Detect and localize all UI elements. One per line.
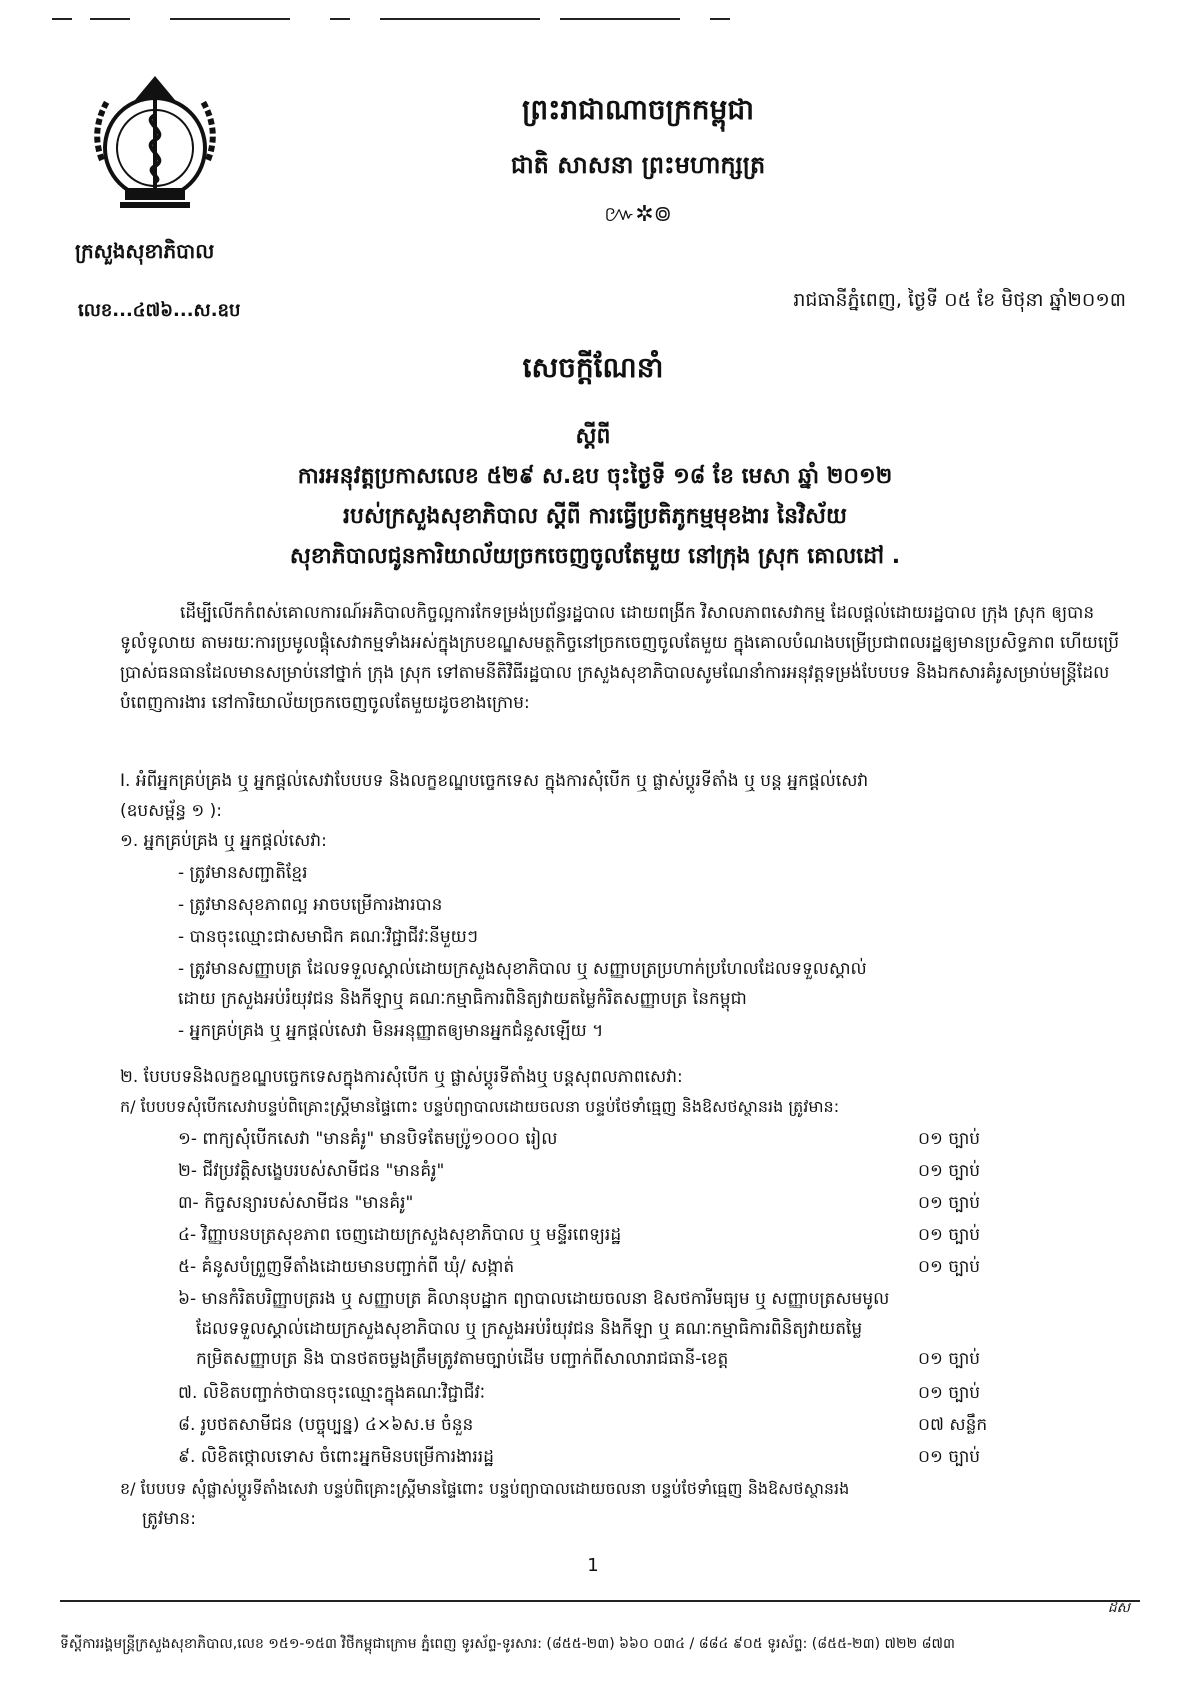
section2-part-a: ក/ បែបបទសុំបើកសេវាបន្ទប់ពិគ្រោះស្ត្រីមានផ្ទៃពោះ បន្ទប់ព្យាបាលដោយចលនា បន្ទប់ថែទាំធ្មេញ និងឱសថស្ថានរង ត្រូវមាន: (120, 1097, 840, 1116)
requirement-item-6-line: ៦- មានកំរិតបរិញ្ញាបត្ររង ឬ សញ្ញាបត្រ គិលានុបដ្ឋាក ព្យាបាលដោយចលនា ឱសថការីមធ្យម ឬ សញ្ញាបត្រសមមូល (178, 1289, 890, 1309)
bullet-item: - បានចុះឈ្មោះជាសមាជិក គណៈវិជ្ជាជីវៈនីមួយៗ (178, 927, 478, 947)
requirement-item-6-line: ដែលទទួលស្គាល់ដោយក្រសួងសុខាភិបាល ឬ ក្រសួងអប់រំយុវជន និងកីឡា ឬ គណៈកម្មាធិការពិនិត្យវាយតម្លៃ (196, 1319, 863, 1339)
scan-mark (90, 18, 130, 20)
ministry-name: ក្រសួងសុខាភិបាល (75, 239, 215, 263)
scan-mark (52, 18, 72, 20)
subject-line-3: សុខាភិបាលជូនការិយាល័យច្រកចេញចូលតែមួយ នៅក្រុង ស្រុក គោលដៅ . (289, 544, 901, 569)
initials: ដស (1107, 1600, 1130, 1616)
bullet-item: - ត្រូវមានសញ្ជាតិខ្មែរ (178, 863, 308, 883)
document-title: សេចក្តីណែនាំ (522, 351, 664, 384)
page-number: 1 (587, 1555, 599, 1576)
ornament: ៚✲៙ (604, 202, 672, 227)
requirement-item: ៩. លិខិតថ្កោលទោស ចំពោះអ្នកមិនបម្រើការងាររដ្ឋ (178, 1447, 494, 1467)
footer-divider (60, 1600, 1140, 1602)
subject-line-1: ការអនុវត្តប្រកាសលេខ ៥២៩ ស.ឧប ចុះថ្ងៃទី ១៨ ខែ មេសា ឆ្នាំ ២០១២ (297, 464, 893, 489)
subject-line-2: របស់ក្រសួងសុខាភិបាល ស្តីពី ការធ្វើប្រតិភូកម្មមុខងារ នៃវិស័យ (343, 504, 847, 529)
requirement-item: ១- ពាក្យសុំបើកសេវា "មានគំរូ" មានបិទតែមប្រ៉ូ១០០០ រៀល (178, 1129, 558, 1149)
requirement-item: ៣- កិច្ចសន្យារបស់សាមីជន "មានគំរូ" (178, 1193, 414, 1213)
national-motto: ជាតិ សាសនា ព្រះមហាក្សត្រ (510, 151, 766, 179)
section2-part-b: ខ/ បែបបទ សុំផ្លាស់ប្តូរទីតាំងសេវា បន្ទប់ពិគ្រោះស្ត្រីមានផ្ទៃពោះ បន្ទប់ព្យាបាលដោយចលនា បន្ទប់ថែទាំធ្មេញ និងឱសថស្ថានរង (120, 1479, 850, 1498)
requirement-item: ២- ជីវប្រវត្តិសង្ខេបរបស់សាមីជន "មានគំរូ" (178, 1161, 445, 1181)
date-line: រាជធានីភ្នំពេញ, ថ្ងៃទី ០៥ ខែ មិថុនា ឆ្នាំ២០១៣ (793, 289, 1126, 311)
requirement-qty: ០១ ច្បាប់ (918, 1129, 981, 1149)
requirement-qty: ០៧ សន្លឹក (918, 1415, 988, 1435)
bullet-item: - ត្រូវមានសុខភាពល្អ អាចបម្រើការងារបាន (178, 895, 443, 915)
requirement-item: ៤- វិញ្ញាបនបត្រសុខភាព ចេញដោយក្រសួងសុខាភិបាល ឬ មន្ទីរពេទ្យរដ្ឋ (178, 1225, 622, 1245)
requirement-qty: ០១ ច្បាប់ (918, 1257, 981, 1277)
requirement-qty: ០១ ច្បាប់ (918, 1447, 981, 1467)
requirement-qty: ០១ ច្បាប់ (918, 1161, 981, 1181)
requirement-item: ៥- គំនូសបំព្រួញទីតាំងដោយមានបញ្ជាក់ពី ឃុំ/ សង្កាត់ (178, 1257, 515, 1277)
bullet-item: - ត្រូវមានសញ្ញាបត្រ ដែលទទួលស្គាល់ដោយក្រសួងសុខាភិបាល ឬ សញ្ញាបត្រប្រហាក់ប្រហែលដែលទទួលស្គាល់ (178, 959, 867, 979)
scan-mark (560, 18, 680, 20)
about-label: ស្តីពី (575, 424, 611, 449)
scan-mark (170, 18, 290, 20)
footer-address: ទីស្តីការរង្គមន្ត្រីក្រសួងសុខាភិបាល,លេខ ១៥១-១៥៣ វិថីកម្ពុជាក្រោម ភ្នំពេញ ទូរស័ព្ទ-ទូរសារ: (៨៥៥-២៣) ៦៦០ ០៣៤ / ៨៨៤ ៩០៥ ទូរស័ព្ទ: (៨៥៥-២៣) ៧២២ ៨៧៣ (60, 1636, 956, 1652)
bullet-item: ដោយ ក្រសួងអប់រំយុវជន និងកីឡាឬ គណៈកម្មាធិការពិនិត្យវាយតម្លៃកំរិតសញ្ញាបត្រ នៃកម្ពុជា (178, 989, 747, 1009)
section2-part-b-cont: ត្រូវមាន: (142, 1509, 196, 1529)
requirement-qty: ០១ ច្បាប់ (918, 1349, 981, 1369)
section1-heading-cont: (ឧបសម្ព័ន្ធ ១ ): (120, 801, 223, 821)
requirement-item-6-line: កម្រិតសញ្ញាបត្រ និង បានថតចម្លងត្រឹមត្រូវតាមច្បាប់ដើម បញ្ជាក់ពីសាលារាជធានី-ខេត្ត (196, 1349, 729, 1369)
scan-mark (710, 18, 730, 20)
scan-mark (380, 18, 540, 20)
reference-number: លេខ...៤៧៦...ស.ឧប (78, 300, 241, 321)
bullet-item: - អ្នកគ្រប់គ្រង ឬ អ្នកផ្តល់សេវា មិនអនុញ្ញាតឲ្យមានអ្នកជំនួសឡើយ ។ (178, 1021, 604, 1041)
requirement-qty: ០១ ច្បាប់ (918, 1225, 981, 1245)
scan-mark (330, 18, 350, 20)
kingdom-heading: ព្រះរាជាណាចក្រកម្ពុជា (521, 93, 754, 126)
intro-paragraph: ដើម្បីលើកកំពស់គោលការណ៍អភិបាលកិច្ចល្អការកែទម្រង់ប្រព័ន្ធរដ្ឋបាល ដោយពង្រីក វិសាលភាពសេវាកម្ម ដែលផ្តល់ដោយរដ្ឋបាល ក្រុង ស្រុក ឲ្យបានទូលំទូលាយ តាមរយៈការប្រមូលផ្តុំសេវាកម្មទាំងអស់ក្នុងក្របខណ្ឌសមត្ថកិច្ចនៅច្រកចេញចូលតែមួយ ក្នុងគោលបំណងបម្រើប្រជាពលរដ្ឋឲ្យមានប្រសិទ្ធភាព ហើយប្រើប្រាស់ធនធានដែលមានសម្រាប់នៅថ្នាក់ ក្រុង ស្រុក ទៅតាមនីតិវិធីរដ្ឋបាល ក្រសួងសុខាភិបាលសូមណែនាំការអនុវត្តទម្រង់បែបបទ និងឯកសារគំរូសម្រាប់មន្ត្រីដែលបំពេញការងារ នៅការិយាល័យច្រកចេញចូលតែមួយដូចខាងក្រោម: (120, 603, 1120, 713)
requirement-item: ៧. លិខិតបញ្ជាក់ថាបានចុះឈ្មោះក្នុងគណៈវិជ្ជាជីវៈ (178, 1383, 486, 1403)
requirement-item: ៨. រូបថតសាមីជន (បច្ចុប្បន្ន) ៤×៦ស.ម ចំនួន (178, 1415, 474, 1435)
section1-sub1: ១. អ្នកគ្រប់គ្រង ឬ អ្នកផ្តល់សេវា: (120, 831, 327, 851)
section2-heading: ២. បែបបទនិងលក្ខខណ្ឌបច្ចេកទេសក្នុងការសុំបើក ឬ ផ្លាស់ប្តូរទីតាំងឬ បន្តសុពលភាពសេវា: (120, 1067, 683, 1087)
requirement-qty: ០១ ច្បាប់ (918, 1193, 981, 1213)
section1-heading: I. អំពីអ្នកគ្រប់គ្រង ឬ អ្នកផ្តល់សេវាបែបបទ និងលក្ខខណ្ឌបច្ចេកទេស ក្នុងការសុំបើក ឬ ផ្លាស់ប្តូរទីតាំង ឬ បន្ត អ្នកផ្តល់សេវា (120, 771, 869, 791)
requirement-qty: ០១ ច្បាប់ (918, 1383, 981, 1403)
